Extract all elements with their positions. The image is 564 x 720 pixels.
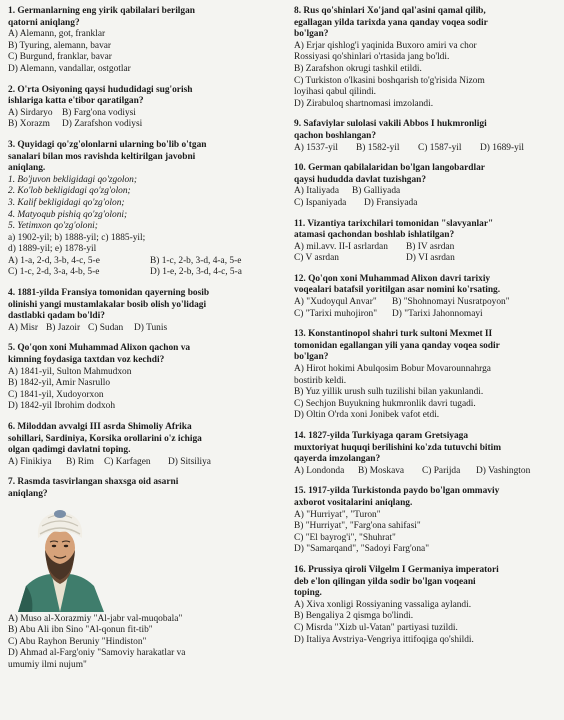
answer-option: B) 1-c, 2-b, 3-d, 4-a, 5-e: [150, 255, 242, 266]
answer-option: D) 1689-yil: [480, 142, 525, 153]
answer-option: B) Moskava: [358, 465, 405, 476]
answer-row: [8, 267, 278, 279]
answer-option: D) Fransiyada: [364, 197, 418, 208]
question-title: 16. Prussiya qiroli Vilgelm I Germaniya imperatori: [294, 564, 499, 575]
answer-option: bostirib keldi.: [294, 375, 347, 386]
uprising-item: 1. Bo'juvon bekligidagi qo'zgolon;: [8, 174, 137, 185]
answer-option: loyihasi qabul qilindi.: [294, 87, 377, 98]
answer-option: D) Sitsiliya: [168, 456, 211, 467]
question-title: 6. Miloddan avvalgi III asrda Shimoliy Afrika: [8, 422, 192, 432]
question-title: voqealari batafsil yoritilgan asar nomini ko'rsating.: [294, 285, 501, 296]
answer-option: B) IV asrdan: [406, 241, 455, 252]
question-title: aniqlang.: [8, 163, 46, 174]
question-title: sohillari, Sardiniya, Korsika orollarini o'z ichiga: [8, 433, 202, 444]
answer-option: B) Abu Ali ibn Sino "Al-qonun fit-tib": [8, 625, 153, 636]
left-column: [8, 6, 278, 672]
question-14: [294, 431, 558, 477]
answer-option: A) 1-a, 2-d, 3-b, 4-c, 5-e: [8, 255, 100, 266]
answer-option: D) "Tarixi Jahonnomayi: [392, 308, 483, 319]
question-8: [294, 6, 558, 110]
question-title: kimning foydasiga taxtdan voz kechdi?: [8, 355, 165, 366]
question-title: olinishi yangi mustamlakalar bosib olish yo'lidagi: [8, 299, 207, 310]
question-title: qayerda imzolangan?: [294, 454, 381, 465]
answer-option: C) 1-c, 2-d, 3-a, 4-b, 5-e: [8, 267, 100, 278]
answer-row: [294, 242, 558, 254]
answer-option: A) Alemann, got, franklar: [8, 29, 106, 40]
question-title: 9. Safaviylar sulolasi vakili Abbos I hukmronligi: [294, 119, 487, 130]
answer-option: B) Farg'ona vodiysi: [62, 107, 136, 118]
answer-option: D) Zarafshon vodiysi: [62, 119, 143, 130]
question-title: toping.: [294, 588, 322, 599]
answer-option: D) VI asrdan: [406, 253, 455, 264]
question-3: [8, 140, 278, 279]
answer-option: B) "Hurriyat", "Farg'ona sahifasi": [294, 521, 421, 532]
question-title: 4. 1881-yilda Fransiya tomonidan qayerning bosib: [8, 288, 210, 299]
question-title: 13. Konstantinopol shahri turk sultoni Mexmet II: [294, 329, 493, 340]
answer-option: C) Karfagen: [104, 456, 151, 467]
answer-option: A) 1841-yil, Sulton Mahmudxon: [8, 366, 132, 377]
answer-option: B) Zarafshon okrugi tashkil etildi.: [294, 63, 422, 74]
question-title: 3. Quyidagi qo'zg'olonlarni ularning bo'lib o'tgan: [8, 139, 207, 150]
answer-option: D) Alemann, vandallar, ostgotlar: [8, 63, 131, 74]
answer-option: D) 1-e, 2-b, 3-d, 4-c, 5-a: [150, 267, 242, 278]
question-title: 7. Rasmda tasvirlangan shaxsga oid asarni: [8, 477, 179, 488]
question-title: 12. Qo'qon xoni Muhammad Alixon davri tarixiy: [294, 273, 491, 284]
question-10: [294, 163, 558, 209]
right-column: [294, 6, 558, 646]
answer-option: Rossiyasi qo'shinlari o'rtasida jang bo'ldi.: [294, 52, 450, 63]
question-title: dastlabki qadam bo'ldi?: [8, 311, 105, 322]
answer-option: C) Misrda "Xizb ul-Vatan" partiyasi tuzildi.: [294, 622, 458, 633]
question-13: [294, 329, 558, 422]
answer-option: A) Finikiya: [8, 456, 52, 467]
answer-option: B) Jazoir: [46, 322, 81, 333]
portrait-image: [12, 504, 108, 612]
question-title: bo'lgan?: [294, 352, 329, 363]
answer-option: A) mil.avv. II-I asrlardan: [294, 241, 388, 252]
answer-option: C) Parijda: [422, 465, 461, 476]
answer-row: [8, 119, 278, 131]
answer-row: [8, 457, 278, 469]
answer-row: [8, 256, 278, 268]
answer-option: B) Tyuring, alemann, bavar: [8, 40, 112, 51]
answer-option: A) "Hurriyat", "Turon": [294, 509, 381, 520]
answer-option: A) 1537-yil: [294, 142, 339, 153]
answer-option: B) "Shohnomayi Nusratpoyon": [392, 297, 510, 308]
question-title: 14. 1827-yilda Turkiyaga qaram Gretsiyaga: [294, 431, 469, 441]
answer-row: [294, 253, 558, 265]
question-15: [294, 486, 558, 556]
answer-option: C) Burgund, franklar, bavar: [8, 52, 112, 63]
question-title: bo'lgan?: [294, 29, 329, 40]
question-title: egallagan yilda tarixda yana qanday voqea sodir: [294, 17, 488, 28]
answer-option: B) Rim: [66, 456, 94, 467]
question-title: aniqlang?: [8, 488, 48, 499]
answer-option: D) Italiya Avstriya-Vengriya ittifoqiga qo'shildi.: [294, 634, 474, 645]
answer-option: D) Vashington: [476, 465, 531, 476]
answer-option: D) Ahmad al-Farg'oniy "Samoviy harakatlar va: [8, 648, 186, 659]
question-9: [294, 119, 558, 154]
question-title: 1. Germanlarning eng yirik qabilalari berilgan: [8, 6, 195, 16]
question-title: qatorni aniqlang?: [8, 17, 80, 28]
question-title: sanalari bilan mos ravishda keltirilgan javobni: [8, 151, 196, 162]
answer-row: [8, 108, 278, 120]
question-7: [8, 477, 278, 671]
answer-option: C) Sechjon Buyukning hukmronlik davri tugadi.: [294, 398, 476, 409]
question-title: qaysi hududda davlat tuzishgan?: [294, 174, 427, 185]
answer-option: B) Bengaliya 2 qismga bo'lindi.: [294, 611, 414, 622]
answer-row: [294, 143, 558, 155]
answer-option: C) Ispaniyada: [294, 197, 347, 208]
question-title: 2. O'rta Osiyoning qaysi hududidagi sug'orish: [8, 84, 193, 95]
answer-option: D) Oltin O'rda xoni Jonibek vafot etdi.: [294, 410, 440, 421]
answer-option: C) Abu Rayhon Beruniy "Hindiston": [8, 636, 147, 647]
answer-row: [8, 323, 278, 335]
answer-option: B) Yuz yillik urush sulh tuzilishi bilan yakunlandi.: [294, 387, 484, 398]
question-title: axborot vositalarini aniqlang.: [294, 497, 413, 508]
uprising-item: 4. Matyoqub pishiq qo'zg'oloni;: [8, 209, 128, 220]
answer-option: A) Hirot hokimi Abulqosim Bobur Movarounnahrga: [294, 364, 491, 375]
answer-option: A) Italiyada: [294, 186, 340, 197]
question-title: qachon boshlangan?: [294, 130, 377, 141]
question-1: [8, 6, 278, 76]
answer-option: A) "Xudoyqul Anvar": [294, 297, 377, 308]
question-6: [8, 422, 278, 468]
answer-option: A) Muso al-Xorazmiy "Al-jabr val-muqobala": [8, 613, 183, 624]
answer-option: A) Erjar qishlog'i yaqinida Buxoro amiri va chor: [294, 40, 477, 51]
answer-option: A) Xiva xonligi Rossiyaning vassaliga aylandi.: [294, 599, 472, 610]
answer-option: C) 1587-yil: [418, 142, 462, 153]
answer-option: C) "El bayrog'i", "Shuhrat": [294, 532, 396, 543]
answer-option: D) Tunis: [134, 322, 168, 333]
year-list: a) 1902-yil; b) 1888-yil; c) 1885-yil;: [8, 232, 146, 243]
question-title: 15. 1917-yilda Turkistonda paydo bo'lgan ommaviy: [294, 486, 500, 497]
question-title: muxtoriyat huquqi berilishini ko'zda tutuvchi bitim: [294, 442, 502, 453]
answer-row: [294, 198, 558, 210]
answer-row: [294, 309, 558, 321]
answer-option: B) 1582-yil: [356, 142, 400, 153]
question-title: olgan qadimgi davlatni toping.: [8, 445, 131, 456]
question-4: [8, 288, 278, 334]
question-title: ishlariga katta e'tibor qaratilgan?: [8, 96, 144, 107]
question-title: 5. Qo'qon xoni Muhammad Alixon qachon va: [8, 343, 191, 354]
answer-option: C) V asrdan: [294, 253, 339, 264]
question-2: [8, 85, 278, 131]
uprising-item: 2. Ko'lob bekligidagi qo'zg'olon;: [8, 186, 131, 197]
answer-option: C) "Tarixi muhojiron": [294, 308, 378, 319]
question-16: [294, 565, 558, 646]
answer-option: A) Londonda: [294, 465, 345, 476]
question-5: [8, 343, 278, 413]
question-title: 10. German qabilalaridan bo'lgan langobardlar: [294, 163, 485, 174]
answer-option: C) Turkiston o'lkasini boshqarish to'g'risida Nizom: [294, 75, 485, 86]
answer-row: [294, 186, 558, 198]
answer-option: B) Xorazm: [8, 119, 50, 130]
answer-option: B) 1842-yil, Amir Nasrullo: [8, 378, 111, 389]
answer-option: D) "Samarqand", "Sadoyi Farg'ona": [294, 544, 430, 555]
uprising-item: 3. Kalif bekligidagi qo'zg'olon;: [8, 197, 125, 208]
answer-option: C) Sudan: [88, 322, 124, 333]
answer-option: B) Galliyada: [352, 186, 401, 197]
question-11: [294, 219, 558, 265]
year-list: d) 1889-yil; e) 1878-yil: [8, 244, 97, 255]
answer-option: D) 1842-yil Ibrohim dodxoh: [8, 401, 116, 412]
uprising-item: 5. Yetimxon qo'zg'oloni;: [8, 221, 98, 232]
answer-row: [294, 297, 558, 309]
question-title: deb e'lon qilingan yilda sodir bo'lgan voqeani: [294, 576, 476, 587]
answer-option: C) 1841-yil, Xudoyorxon: [8, 389, 104, 400]
answer-option: A) Sirdaryo: [8, 107, 53, 118]
question-title: atamasi qachondan boshlab ishlatilgan?: [294, 230, 455, 241]
answer-row: [294, 466, 558, 478]
answer-option: D) Zirabuloq shartnomasi imzolandi.: [294, 98, 434, 109]
question-12: [294, 274, 558, 320]
question-title: 8. Rus qo'shinlari Xo'jand qal'asini qamal qilib,: [294, 6, 486, 16]
answer-option: A) Misr: [8, 322, 38, 333]
question-title: tomonidan egallangan yili yana qanday voqea sodir: [294, 340, 500, 351]
question-title: 11. Vizantiya tarixchilari tomonidan "slavyanlar": [294, 218, 494, 229]
answer-option: umumiy ilmi nujum": [8, 659, 87, 670]
